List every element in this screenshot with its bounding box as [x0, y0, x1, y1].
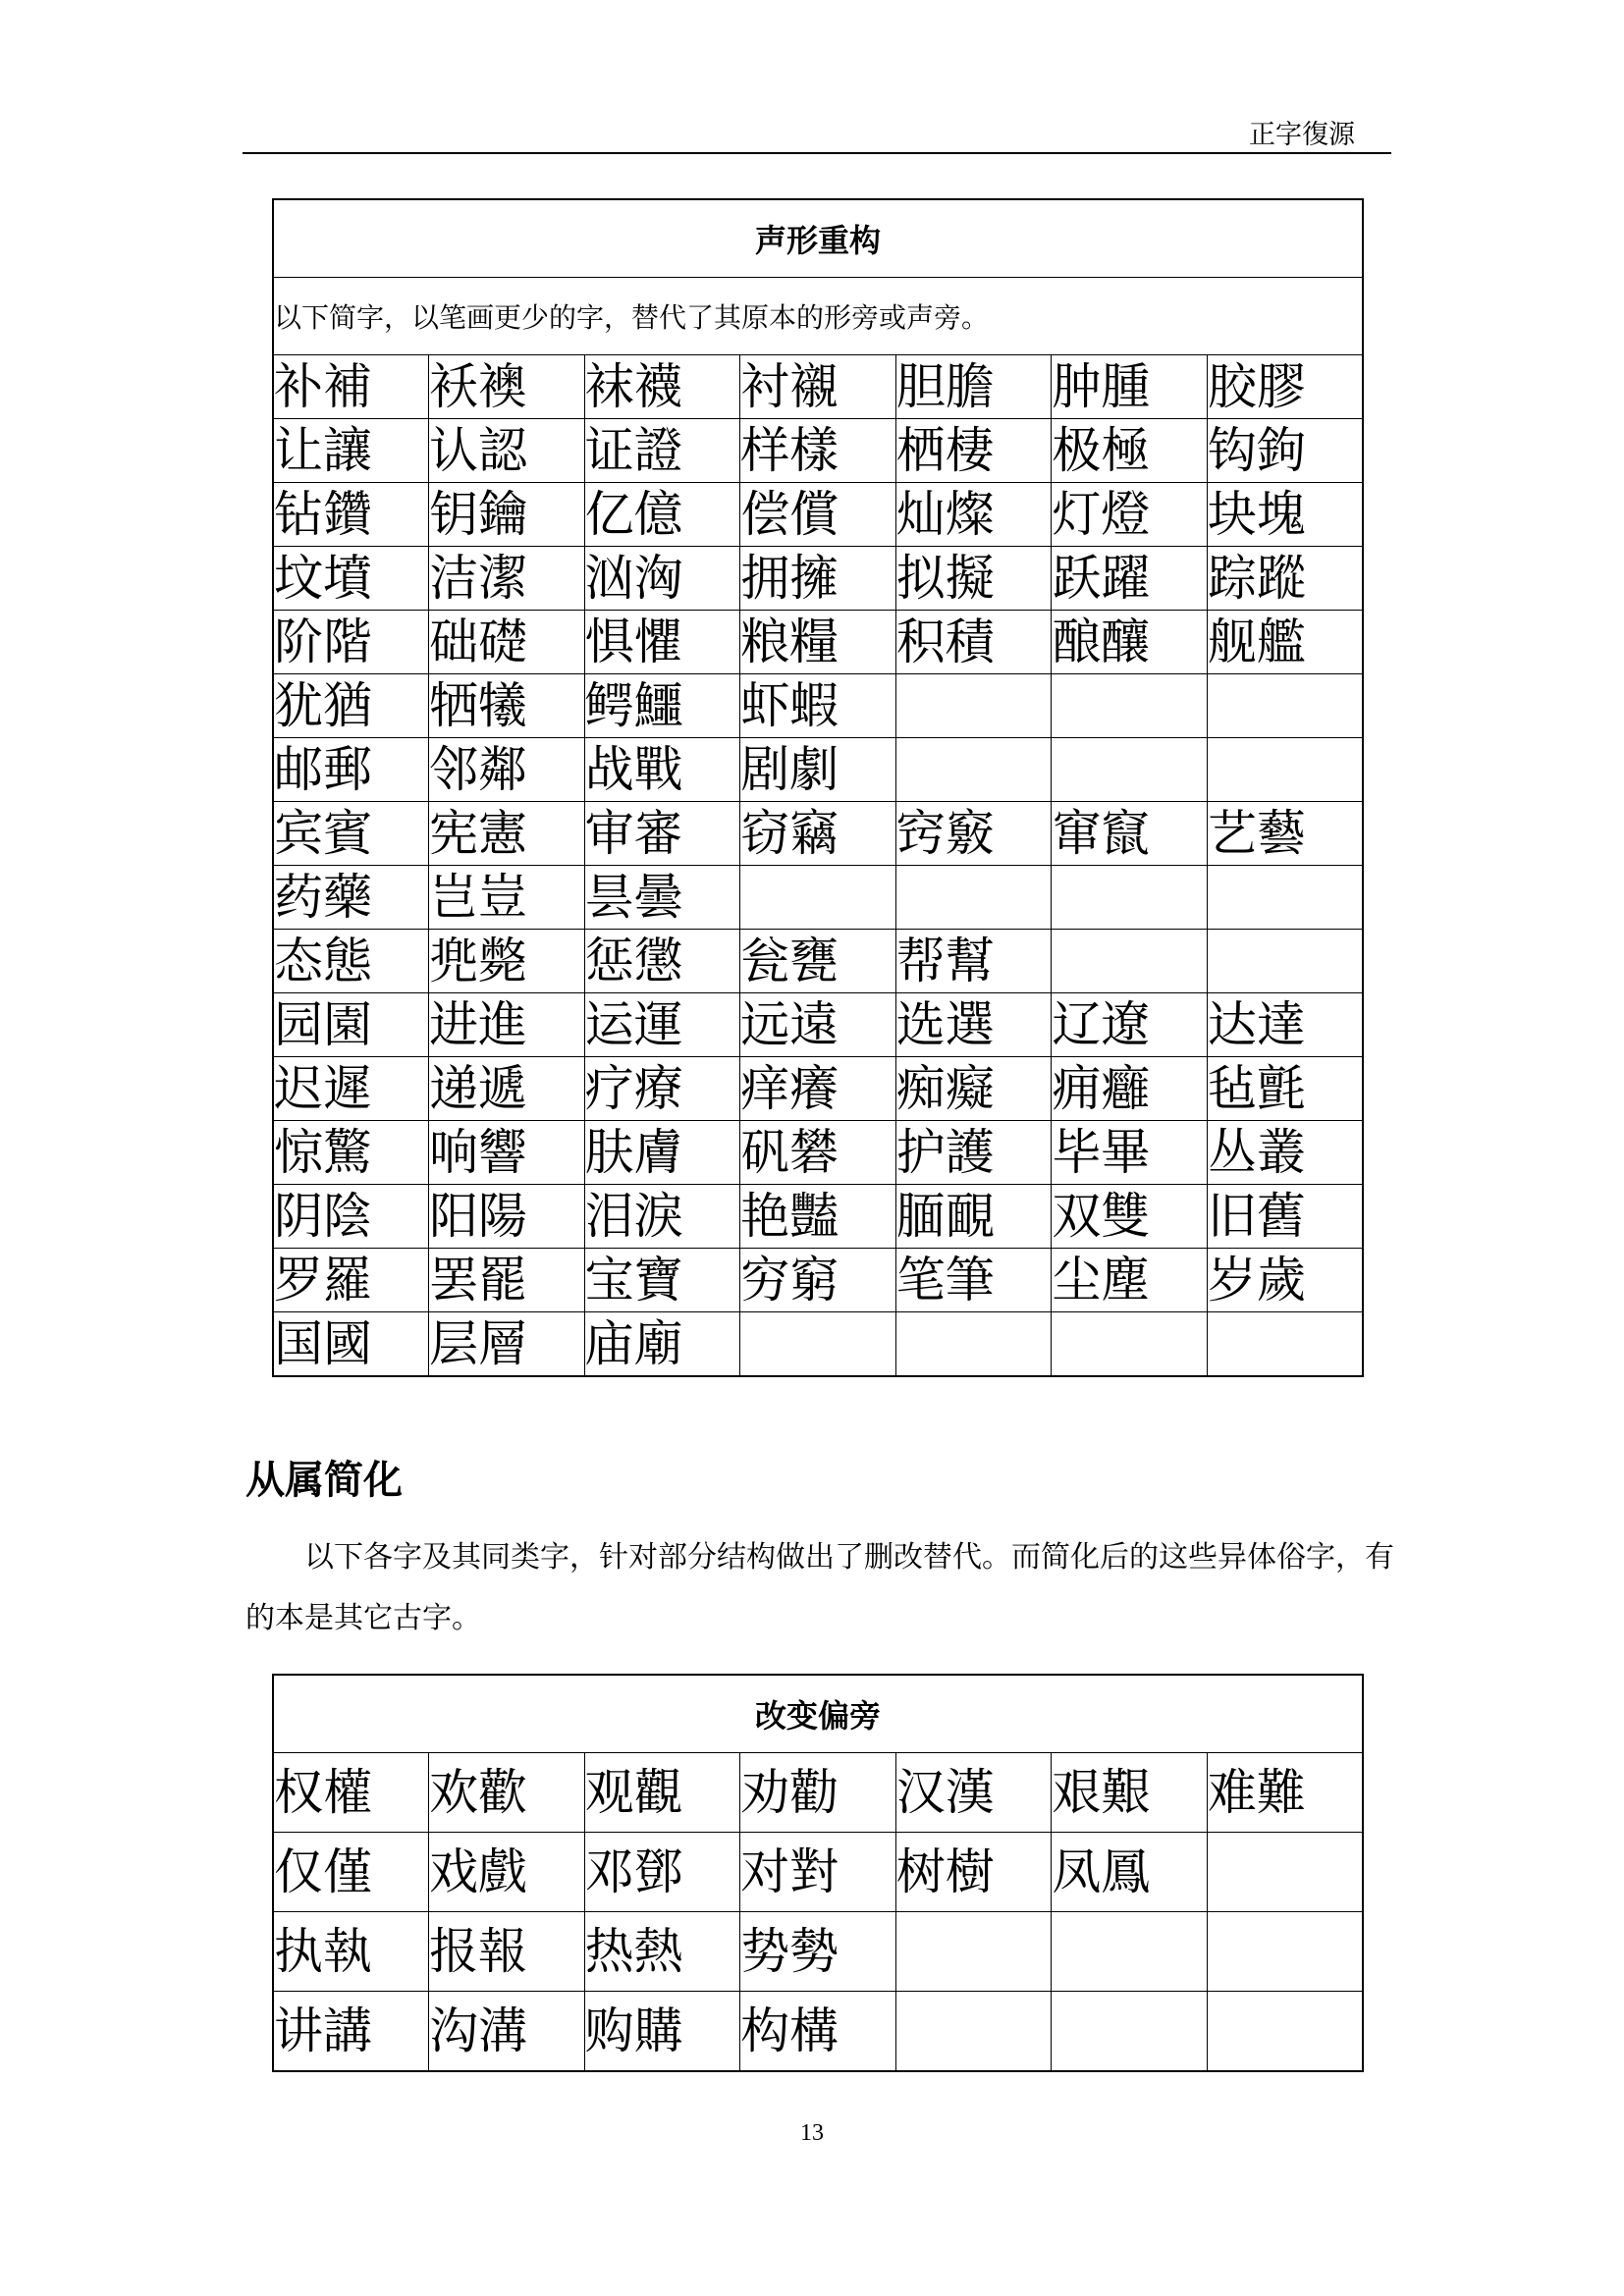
char-pair-cell: 阴陰: [273, 1185, 429, 1249]
char-pair-cell: 汉漢: [895, 1753, 1052, 1833]
char-pair-cell: 态態: [273, 930, 429, 993]
char-pair-cell: 灿燦: [895, 483, 1052, 547]
char-pair-cell: 庙廟: [584, 1312, 740, 1377]
char-pair-cell: 远遠: [740, 993, 896, 1057]
char-pair-cell: 报報: [429, 1912, 585, 1992]
char-pair-cell: 宪憲: [429, 802, 585, 866]
char-pair-cell: 尘塵: [1052, 1249, 1208, 1312]
char-pair-cell: 罢罷: [429, 1249, 585, 1312]
char-pair-cell: 偿償: [740, 483, 896, 547]
char-pair-cell: 极極: [1052, 419, 1208, 483]
char-pair-cell: 岂豈: [429, 866, 585, 930]
char-pair-cell: 层層: [429, 1312, 585, 1377]
char-pair-cell: 鳄鱷: [584, 674, 740, 738]
char-pair-cell: [895, 866, 1052, 930]
char-pair-cell: 补補: [273, 355, 429, 419]
char-pair-cell: 酿釀: [1052, 611, 1208, 674]
char-pair-cell: 欢歡: [429, 1753, 585, 1833]
char-pair-cell: 艰艱: [1052, 1753, 1208, 1833]
table-row: [273, 1312, 1363, 1377]
char-pair-cell: 艺藝: [1207, 802, 1363, 866]
char-pair-cell: 对對: [740, 1833, 896, 1912]
char-pair-cell: 迟遲: [273, 1057, 429, 1121]
char-pair-cell: 宝寶: [584, 1249, 740, 1312]
char-pair-cell: [1052, 1992, 1208, 2072]
char-pair-cell: [895, 1312, 1052, 1377]
char-pair-cell: 穷窮: [740, 1249, 896, 1312]
table-row: [273, 483, 1363, 547]
char-pair-cell: 痈癰: [1052, 1057, 1208, 1121]
char-pair-cell: 势勢: [740, 1912, 896, 1992]
char-pair-cell: 凤鳳: [1052, 1833, 1208, 1912]
char-pair-cell: 药藥: [273, 866, 429, 930]
char-pair-cell: [1052, 930, 1208, 993]
char-pair-cell: 毕畢: [1052, 1121, 1208, 1185]
char-pair-cell: 国國: [273, 1312, 429, 1377]
table-row: [273, 1753, 1363, 1833]
table-row: [273, 1912, 1363, 1992]
char-pair-cell: [1207, 866, 1363, 930]
char-pair-cell: 亿億: [584, 483, 740, 547]
char-pair-cell: [895, 1912, 1052, 1992]
char-pair-cell: 灯燈: [1052, 483, 1208, 547]
table-row: [273, 355, 1363, 419]
table-row: [273, 866, 1363, 930]
char-pair-cell: 泪淚: [584, 1185, 740, 1249]
char-pair-cell: 旧舊: [1207, 1185, 1363, 1249]
char-pair-cell: 观觀: [584, 1753, 740, 1833]
char-pair-cell: 戏戲: [429, 1833, 585, 1912]
char-pair-cell: 窍竅: [895, 802, 1052, 866]
char-pair-cell: 艳豔: [740, 1185, 896, 1249]
table-title: 改变偏旁: [273, 1675, 1363, 1753]
table-row: [273, 802, 1363, 866]
table-row: [273, 930, 1363, 993]
char-pair-cell: 窜竄: [1052, 802, 1208, 866]
char-pair-cell: 胆膽: [895, 355, 1052, 419]
table-row: [273, 1185, 1363, 1249]
char-pair-cell: [740, 866, 896, 930]
char-pair-cell: 丛叢: [1207, 1121, 1363, 1185]
char-pair-cell: 袄襖: [429, 355, 585, 419]
char-pair-cell: 战戰: [584, 738, 740, 802]
section-paragraph: 以下各字及其同类字，针对部分结构做出了删改替代。而简化后的这些异体俗字，有的本是其它古字。: [245, 1540, 1394, 1635]
running-header: 正字復源: [1249, 120, 1355, 150]
char-pair-cell: 钻鑽: [273, 483, 429, 547]
char-pair-cell: 昙曇: [584, 866, 740, 930]
table-row: [273, 674, 1363, 738]
char-pair-cell: 拥擁: [740, 547, 896, 611]
char-pair-cell: 块塊: [1207, 483, 1363, 547]
char-pair-cell: [1052, 738, 1208, 802]
char-pair-cell: 袜襪: [584, 355, 740, 419]
page-number: 13: [800, 2120, 824, 2146]
char-pair-cell: [1207, 674, 1363, 738]
char-pair-cell: [1207, 1912, 1363, 1992]
char-pair-cell: 树樹: [895, 1833, 1052, 1912]
char-pair-cell: 窃竊: [740, 802, 896, 866]
char-pair-cell: [895, 1992, 1052, 2072]
table-row: [273, 1121, 1363, 1185]
char-pair-cell: 响響: [429, 1121, 585, 1185]
char-pair-cell: 痴癡: [895, 1057, 1052, 1121]
char-pair-cell: 让讓: [273, 419, 429, 483]
table-row: [273, 611, 1363, 674]
char-pair-cell: 讲講: [273, 1992, 429, 2072]
char-pair-cell: 惊驚: [273, 1121, 429, 1185]
char-pair-cell: 沟溝: [429, 1992, 585, 2072]
char-pair-cell: 矾礬: [740, 1121, 896, 1185]
char-pair-cell: 权權: [273, 1753, 429, 1833]
char-pair-cell: 执執: [273, 1912, 429, 1992]
table-row: [273, 1057, 1363, 1121]
char-pair-cell: [1052, 1312, 1208, 1377]
char-pair-cell: 笔筆: [895, 1249, 1052, 1312]
char-pair-cell: [1207, 1833, 1363, 1912]
char-pair-cell: 钩鉤: [1207, 419, 1363, 483]
header-rule: [243, 152, 1391, 154]
char-pair-cell: 钥鑰: [429, 483, 585, 547]
char-pair-cell: [1052, 866, 1208, 930]
char-pair-cell: 购購: [584, 1992, 740, 2072]
char-pair-cell: [1207, 930, 1363, 993]
char-pair-cell: 选選: [895, 993, 1052, 1057]
char-pair-cell: 腼靦: [895, 1185, 1052, 1249]
char-pair-cell: 跃躍: [1052, 547, 1208, 611]
char-pair-cell: 胶膠: [1207, 355, 1363, 419]
char-pair-cell: 达達: [1207, 993, 1363, 1057]
char-pair-cell: 岁歲: [1207, 1249, 1363, 1312]
char-pair-cell: [1207, 1312, 1363, 1377]
char-pair-cell: 递遞: [429, 1057, 585, 1121]
char-pair-cell: 惩懲: [584, 930, 740, 993]
char-pair-cell: 剧劇: [740, 738, 896, 802]
table-title: 声形重构: [273, 199, 1363, 278]
table-row: [273, 1833, 1363, 1912]
char-pair-cell: 阶階: [273, 611, 429, 674]
char-pair-cell: 邻鄰: [429, 738, 585, 802]
char-pair-cell: 虾蝦: [740, 674, 896, 738]
char-pair-cell: 肤膚: [584, 1121, 740, 1185]
radical-change-table: [272, 1674, 1364, 2072]
char-pair-cell: 邮郵: [273, 738, 429, 802]
char-pair-cell: [1052, 1912, 1208, 1992]
char-pair-cell: 证證: [584, 419, 740, 483]
char-pair-cell: 洁潔: [429, 547, 585, 611]
char-pair-cell: 兠斃: [429, 930, 585, 993]
char-pair-cell: 园園: [273, 993, 429, 1057]
table-row: [273, 1992, 1363, 2072]
char-pair-cell: 帮幫: [895, 930, 1052, 993]
char-pair-cell: 罗羅: [273, 1249, 429, 1312]
char-pair-cell: 宾賓: [273, 802, 429, 866]
char-pair-cell: 疗療: [584, 1057, 740, 1121]
char-pair-cell: 双雙: [1052, 1185, 1208, 1249]
char-pair-cell: 劝勸: [740, 1753, 896, 1833]
table-row: [273, 738, 1363, 802]
char-pair-cell: 样樣: [740, 419, 896, 483]
char-pair-cell: [895, 738, 1052, 802]
char-pair-cell: 运運: [584, 993, 740, 1057]
char-pair-cell: 难難: [1207, 1753, 1363, 1833]
section-heading: 从属简化: [245, 1458, 403, 1503]
char-pair-cell: 汹洶: [584, 547, 740, 611]
char-pair-cell: 辽遼: [1052, 993, 1208, 1057]
char-pair-cell: 舰艦: [1207, 611, 1363, 674]
char-pair-cell: 犹猶: [273, 674, 429, 738]
char-pair-cell: 粮糧: [740, 611, 896, 674]
table-note: 以下简字，以笔画更少的字，替代了其原本的形旁或声旁。: [273, 278, 1363, 355]
char-pair-cell: 牺犧: [429, 674, 585, 738]
char-pair-cell: 进進: [429, 993, 585, 1057]
char-pair-cell: 衬襯: [740, 355, 896, 419]
char-pair-cell: [895, 674, 1052, 738]
char-pair-cell: 肿腫: [1052, 355, 1208, 419]
table-row: [273, 1249, 1363, 1312]
table-row: [273, 419, 1363, 483]
char-pair-cell: 瓮甕: [740, 930, 896, 993]
sound-form-table: [272, 198, 1364, 1377]
char-pair-cell: 毡氈: [1207, 1057, 1363, 1121]
char-pair-cell: 构構: [740, 1992, 896, 2072]
char-pair-cell: 阳陽: [429, 1185, 585, 1249]
char-pair-cell: [740, 1312, 896, 1377]
char-pair-cell: 栖棲: [895, 419, 1052, 483]
char-pair-cell: 痒癢: [740, 1057, 896, 1121]
char-pair-cell: 拟擬: [895, 547, 1052, 611]
char-pair-cell: 热熱: [584, 1912, 740, 1992]
char-pair-cell: 认認: [429, 419, 585, 483]
char-pair-cell: 踪蹤: [1207, 547, 1363, 611]
char-pair-cell: 积積: [895, 611, 1052, 674]
char-pair-cell: 惧懼: [584, 611, 740, 674]
char-pair-cell: 础礎: [429, 611, 585, 674]
char-pair-cell: [1052, 674, 1208, 738]
char-pair-cell: 仅僅: [273, 1833, 429, 1912]
char-pair-cell: 坟墳: [273, 547, 429, 611]
char-pair-cell: 护護: [895, 1121, 1052, 1185]
char-pair-cell: [1207, 738, 1363, 802]
table-row: [273, 993, 1363, 1057]
table-row: [273, 547, 1363, 611]
char-pair-cell: 邓鄧: [584, 1833, 740, 1912]
char-pair-cell: [1207, 1992, 1363, 2072]
char-pair-cell: 审審: [584, 802, 740, 866]
